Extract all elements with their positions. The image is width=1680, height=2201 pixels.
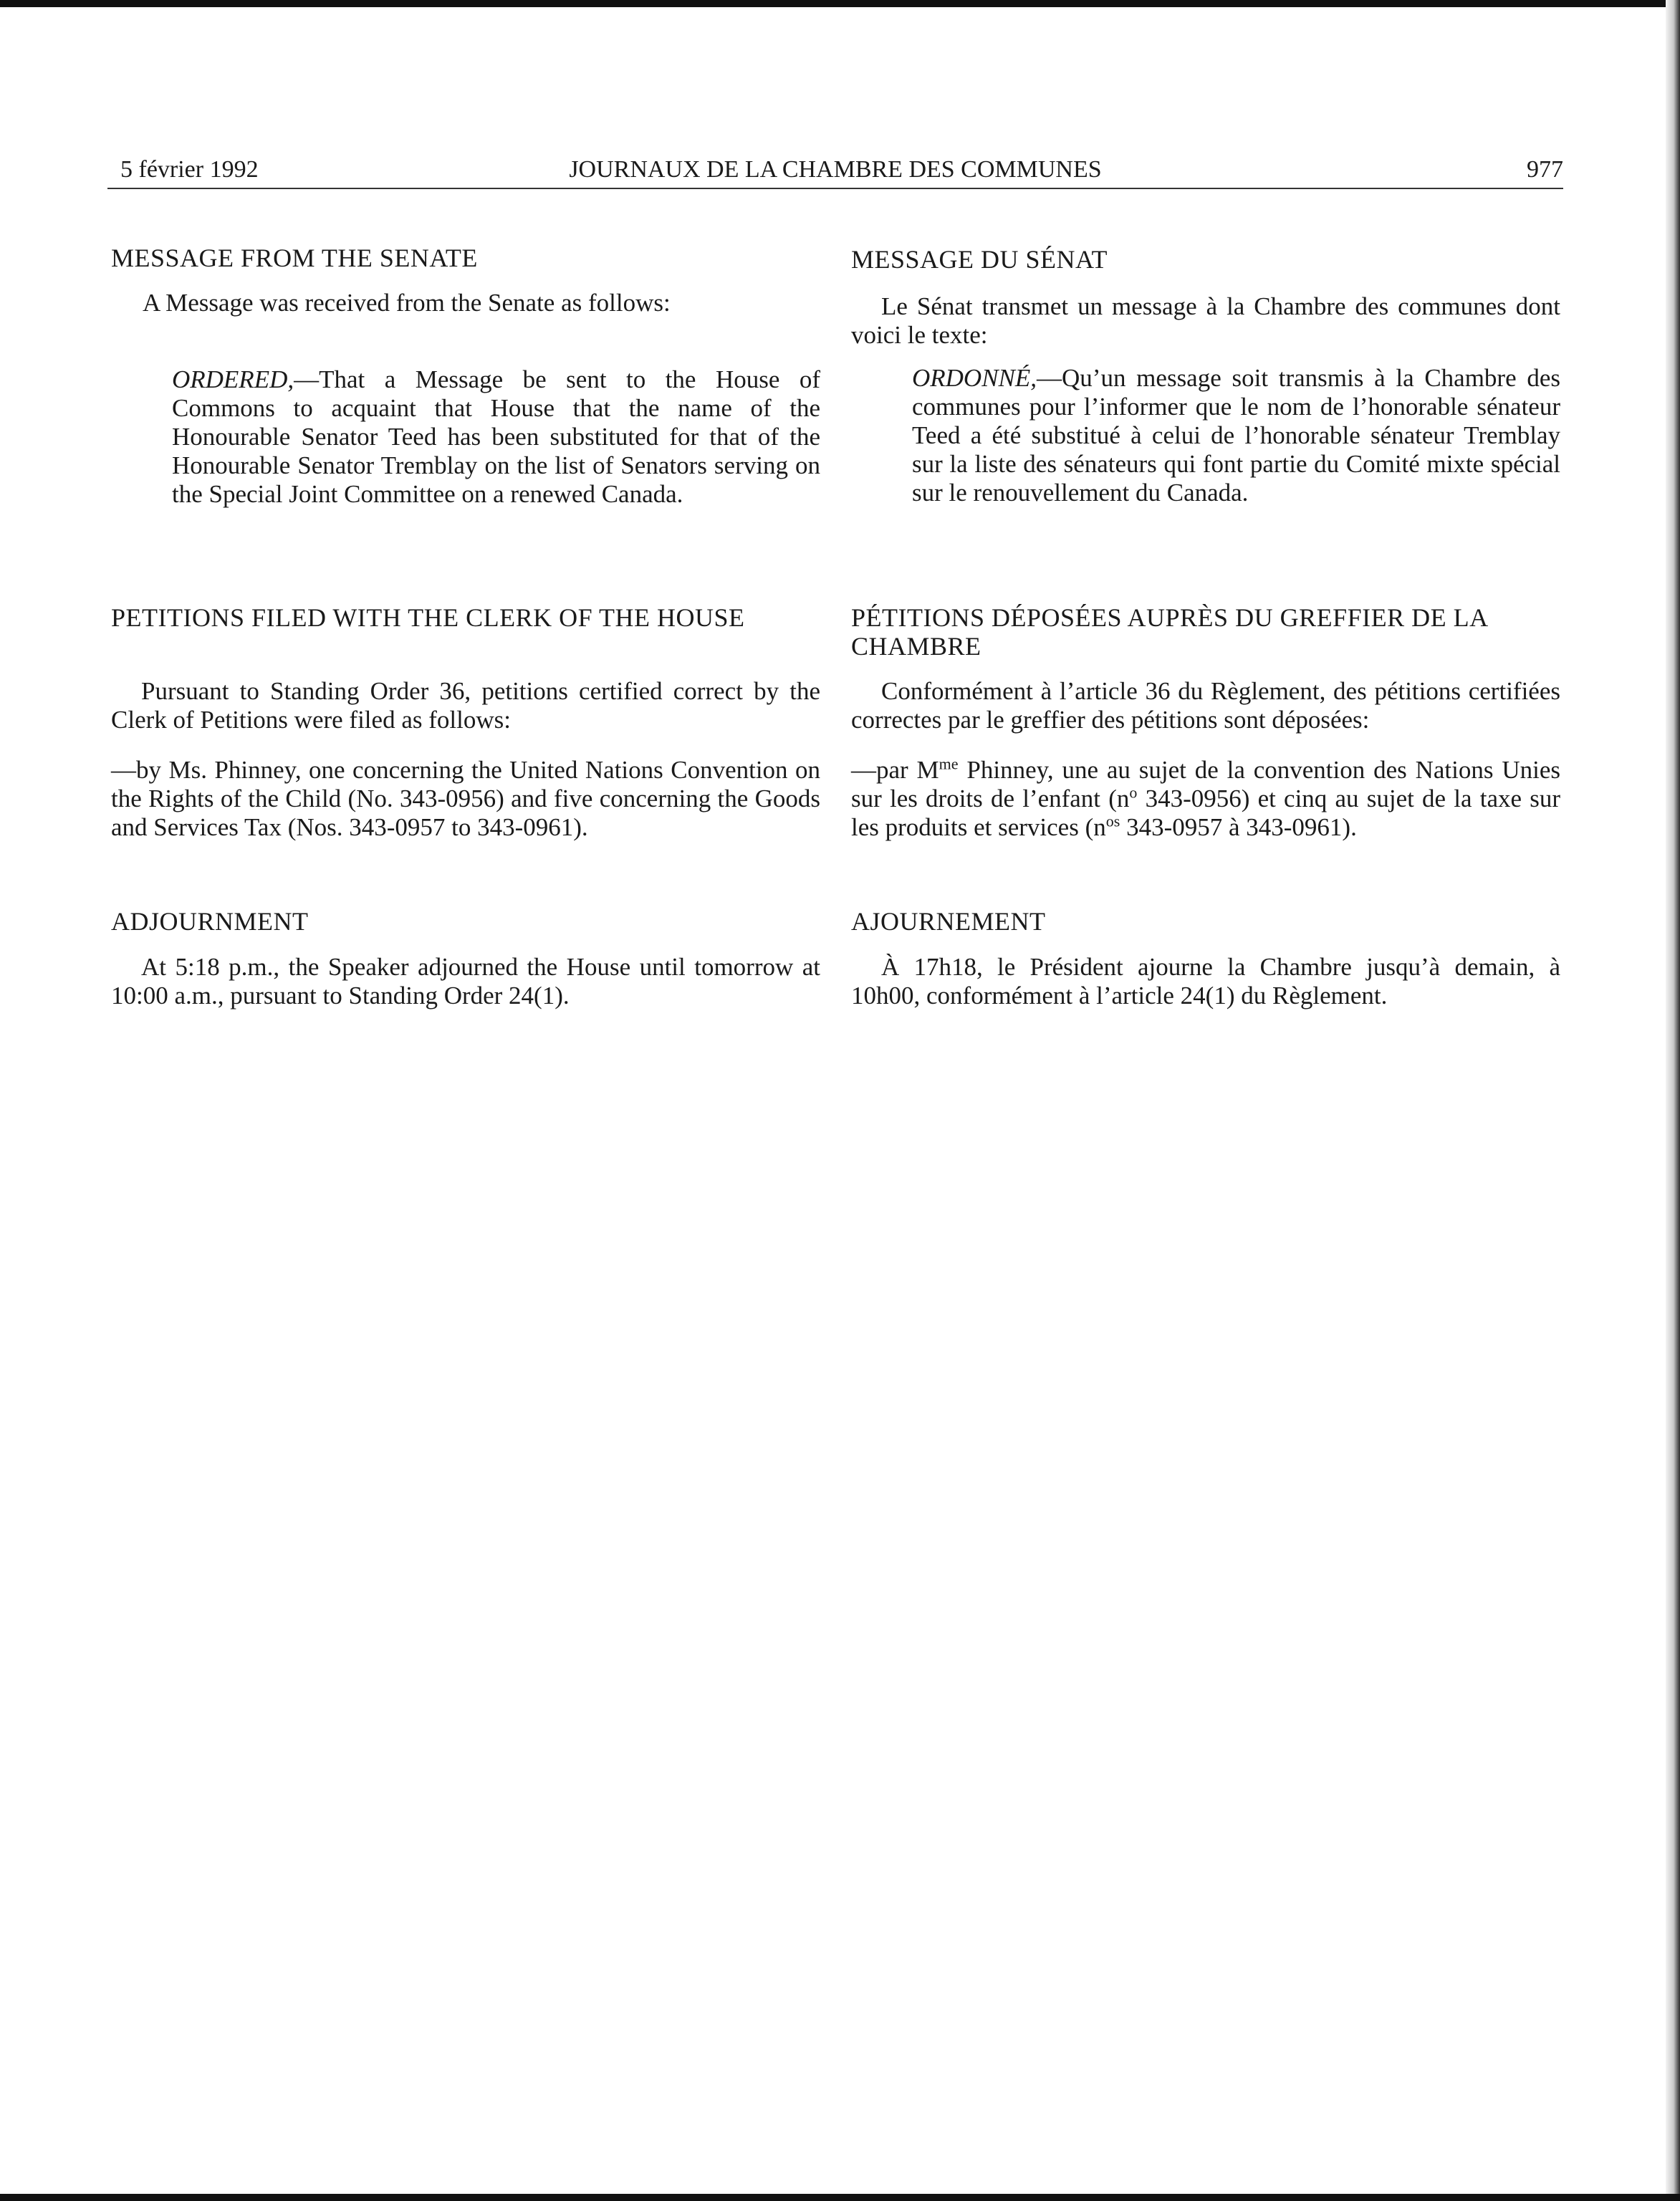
- ordered-label-fr: ORDONNÉ,: [912, 364, 1037, 392]
- senate-heading-fr: MESSAGE DU SÉNAT: [851, 245, 1108, 274]
- senate-ordered-en: [172, 365, 820, 509]
- petitions-item-fr-prefix: —par M: [851, 756, 939, 784]
- header-date: 5 février 1992: [120, 156, 259, 183]
- senate-heading-en: MESSAGE FROM THE SENATE: [111, 244, 478, 272]
- petitions-item-fr-mid: Phinney, une au sujet de la convention des Nations Unies sur les droits de l’enfant (n: [851, 756, 1561, 812]
- scan-border-right: [1666, 0, 1680, 2201]
- senate-intro-fr: Le Sénat transmet un message à la Chambre des communes dont voici le texte:: [851, 292, 1560, 349]
- header-rule: [107, 188, 1563, 189]
- adjournment-heading-en: ADJOURNMENT: [111, 907, 309, 936]
- page-number: 977: [1527, 156, 1563, 183]
- adjournment-text-fr: À 17h18, le Président ajourne la Chambre jusqu’à demain, à 10h00, conformément à l’article 24(1) du Règlement.: [851, 953, 1560, 1010]
- petitions-item-fr-sup1: me: [939, 754, 959, 773]
- ordered-label-en: ORDERED,: [172, 365, 294, 393]
- scan-border-top: [0, 0, 1680, 7]
- petitions-heading-fr: PÉTITIONS DÉPOSÉES AUPRÈS DU GREFFIER DE LA CHAMBRE: [851, 603, 1487, 661]
- petitions-item-fr-mid2: 343-0956) et cinq au sujet de la taxe sur les produits et services (n: [851, 785, 1560, 841]
- header-title: JOURNAUX DE LA CHAMBRE DES COMMUNES: [569, 156, 1102, 183]
- senate-ordered-fr: [912, 364, 1560, 507]
- ordered-text-fr: —Qu’un message soit transmis à la Chambre des communes pour l’informer que le nom de l’honorable sénateur Teed a été substitué à celui de l’honorable sénateur Tremblay sur la liste des sénateurs qui font partie du Comité mixte spécial sur le renouvellement du Canada.: [912, 364, 1560, 507]
- petitions-item-fr-end: 343-0957 à 343-0961).: [1120, 813, 1357, 841]
- running-head: [107, 152, 1563, 188]
- ordered-text-en: —That a Message be sent to the House of Commons to acquaint that House that the name of the Honourable Senator Teed has been substituted for that of the Honourable Senator Tremblay on the list of Senators serving on the Special Joint Committee on a renewed Canada.: [172, 365, 820, 508]
- petitions-heading-en: PETITIONS FILED WITH THE CLERK OF THE HOUSE: [111, 603, 745, 632]
- scan-border-bottom: [0, 2194, 1680, 2201]
- petitions-item-fr-sup2: o: [1129, 783, 1138, 802]
- petitions-intro-en: Pursuant to Standing Order 36, petitions certified correct by the Clerk of Petitions were filed as follows:: [111, 677, 820, 734]
- petitions-item-fr: [851, 756, 1560, 842]
- adjournment-heading-fr: AJOURNEMENT: [851, 907, 1046, 936]
- adjournment-text-en: At 5:18 p.m., the Speaker adjourned the House until tomorrow at 10:00 a.m., pursuant to Standing Order 24(1).: [111, 953, 820, 1010]
- petitions-item-en: —by Ms. Phinney, one concerning the United Nations Convention on the Rights of the Child (No. 343-0956) and five concerning the Goods and Services Tax (Nos. 343-0957 to 343-0961).: [111, 756, 820, 841]
- petitions-item-fr-sup3: os: [1105, 812, 1120, 830]
- petitions-intro-fr: Conformément à l’article 36 du Règlement, des pétitions certifiées correctes par le greffier des pétitions sont déposées:: [851, 677, 1560, 734]
- senate-intro-en: A Message was received from the Senate as follows:: [143, 289, 671, 317]
